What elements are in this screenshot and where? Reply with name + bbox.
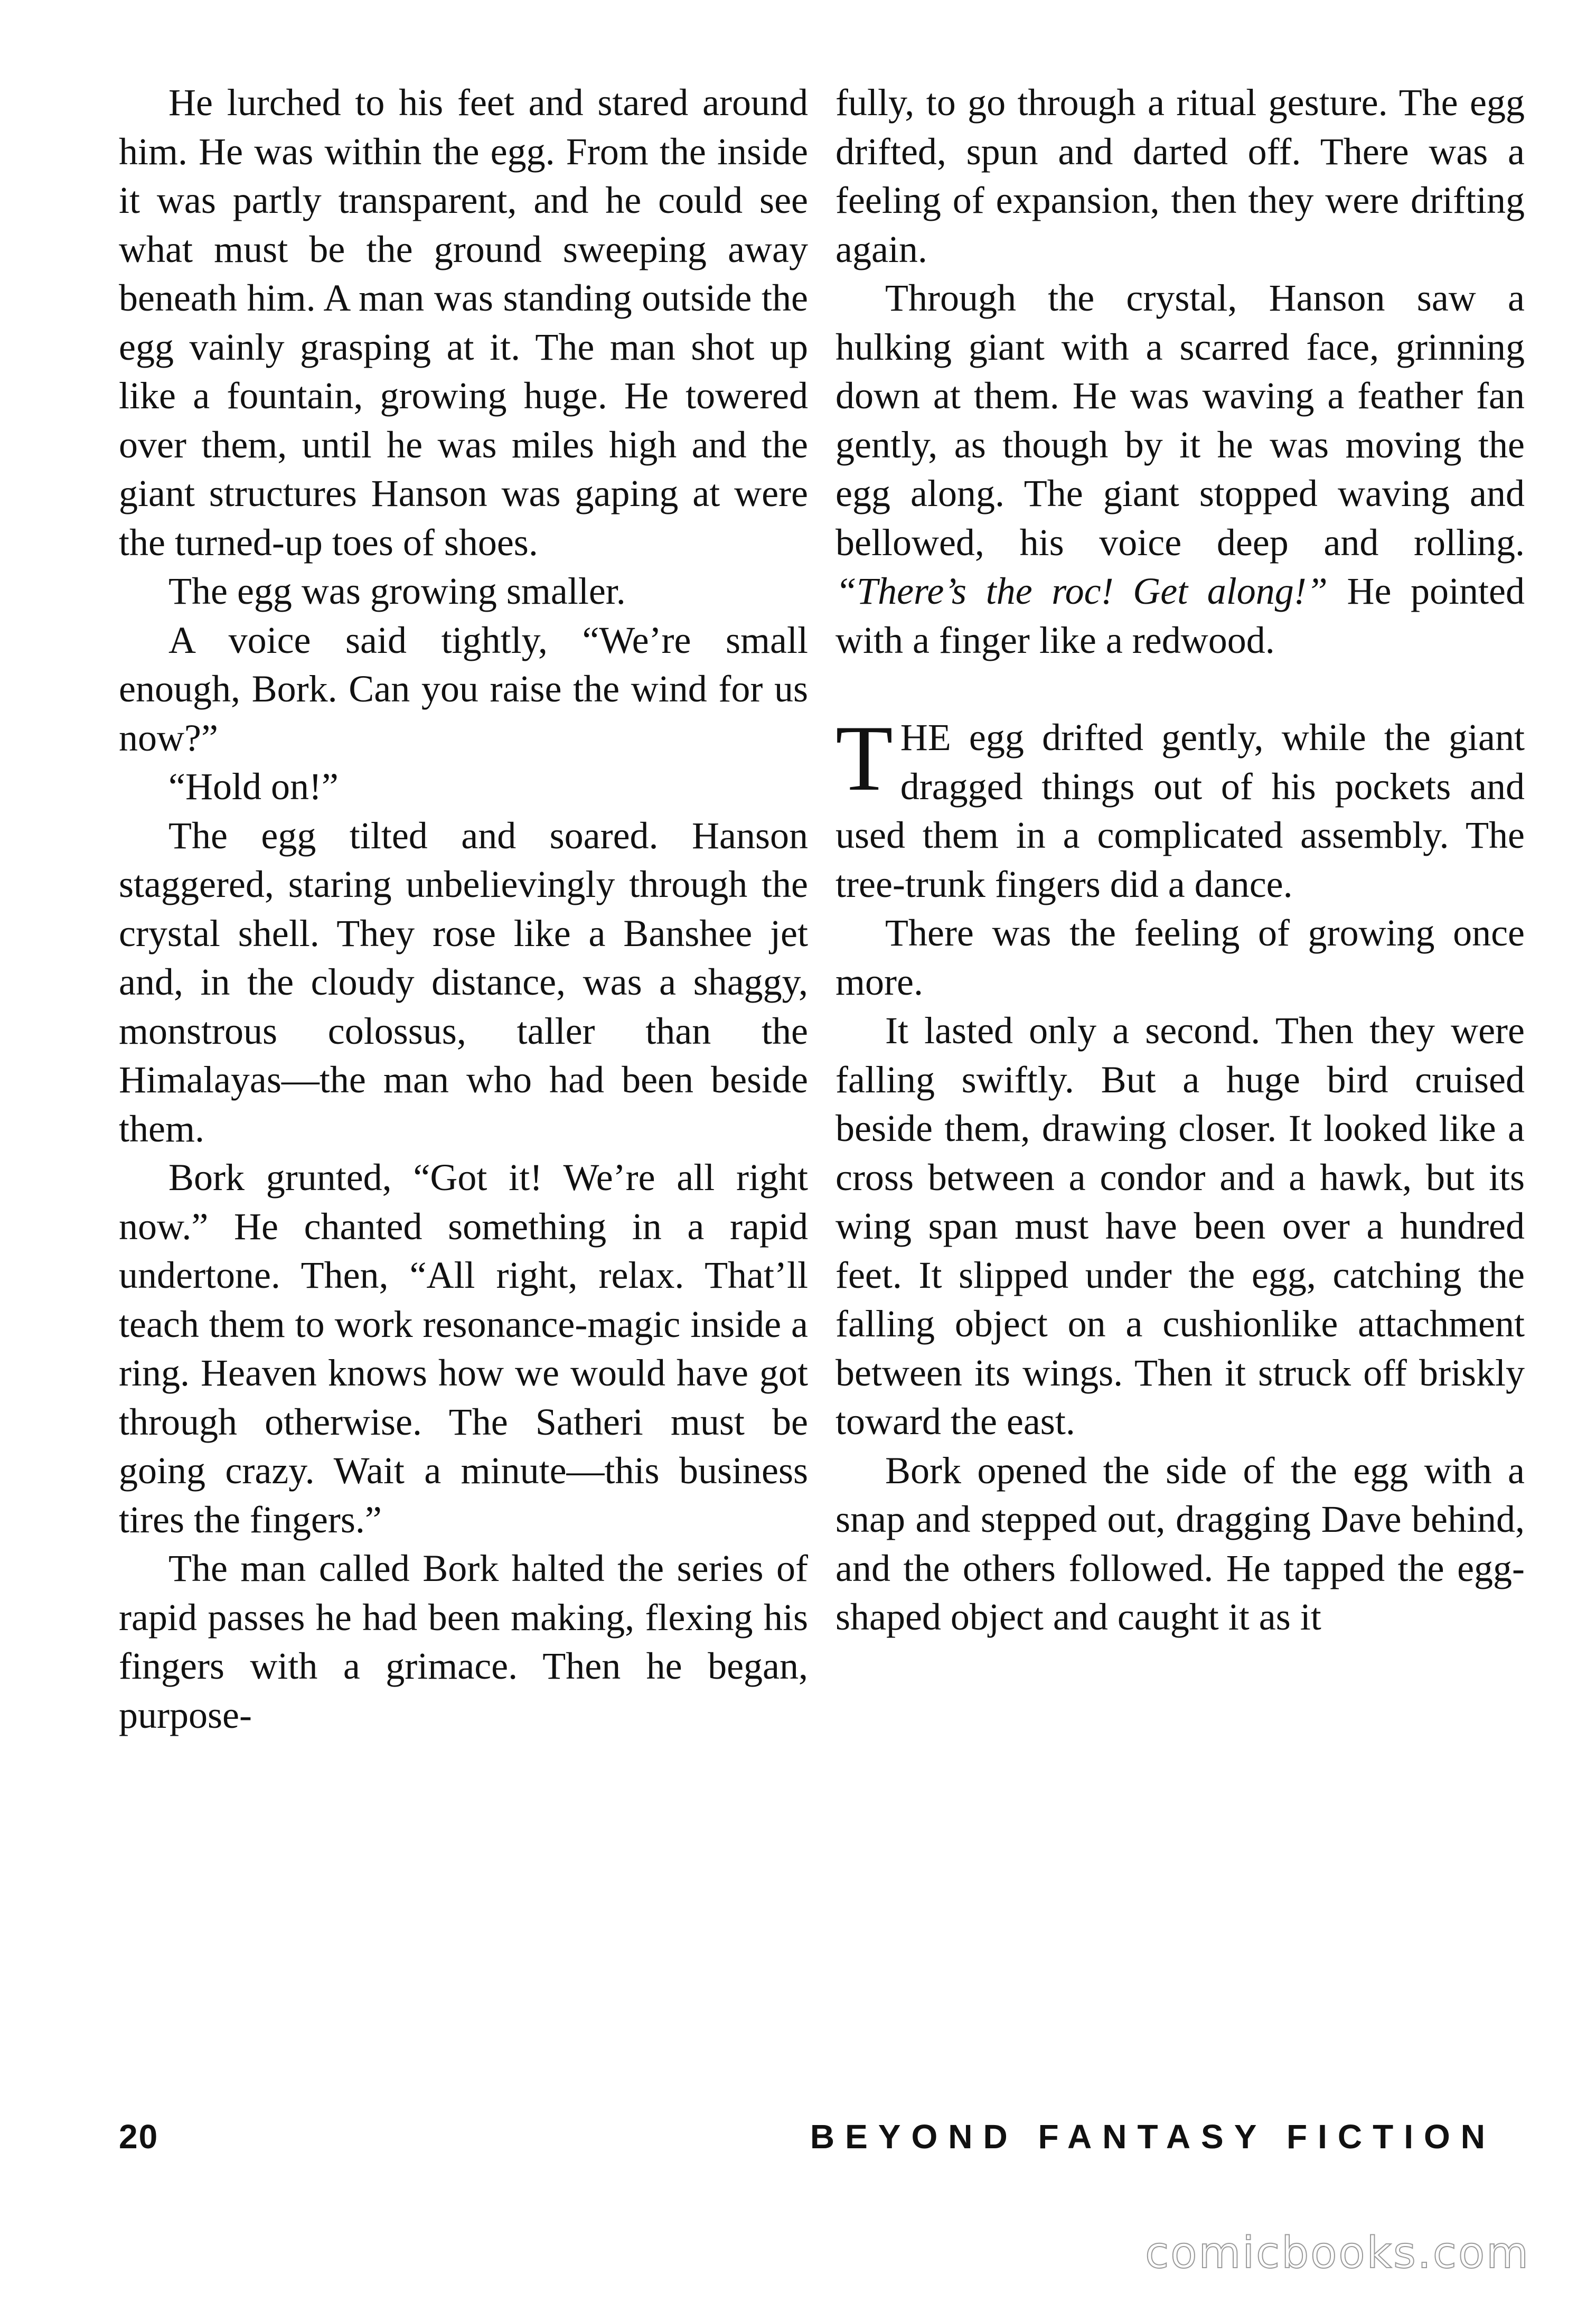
paragraph: Bork grunted, “Got it! We’re all right now.” He chanted something in a rapid undertone. Then, “All right, relax. That’ll teach them to work resonance-magic inside a ring. Heaven knows how we would have got through otherwise. The Satheri must be going crazy. Wait a minute—this business tires the fingers.” (119, 1156, 808, 1541)
paragraph (835, 274, 1525, 665)
paragraph: The egg tilted and soared. Hanson staggered, staring unbelievingly through the crystal shell. They rose like a Banshee jet and, in the cloudy distance, was a shaggy, monstrous colossus, taller than the Himalayas—the man who had been beside them. (119, 814, 808, 1150)
lead-caps: HE (900, 716, 951, 759)
text-run: egg drifted gently, while the giant dragged things out of his pockets and used them in a complicated assembly. The tree-trunk fingers did a dance. (835, 716, 1525, 905)
paragraph: fully, to go through a ritual gesture. The egg drifted, spun and darted off. There was a feeling of expansion, then they were drifting again. (835, 81, 1525, 270)
italic-dialogue: “There’s the roc! Get along!” (835, 570, 1328, 612)
page-number: 20 (119, 2118, 159, 2156)
paragraph: “Hold on!” (168, 765, 339, 808)
paragraph: It lasted only a second. Then they were falling swiftly. But a huge bird cruised beside them, drawing closer. It looked like a cross between a condor and a hawk, but its wing span must have been over a hundred feet. It slipped under the egg, catching the falling object on a cushionlike attachment between its wings. Then it struck off briskly toward the east. (835, 1009, 1525, 1443)
paragraph: He lurched to his feet and stared around him. He was within the egg. From the inside it was partly transparent, and he could see what must be the ground sweeping away beneath him. A man was standing outside the egg vainly grasping at it. The man shot up like a fountain, growing huge. He towered over them, until he was miles high and the giant structures Hanson was gaping at were the turned-up toes of shoes. (119, 81, 808, 564)
paragraph: Bork opened the side of the egg with a snap and stepped out, dragging Dave behind, and the others followed. He tapped the egg-shaped object and caught it as it (835, 1449, 1525, 1638)
paragraph: A voice said tightly, “We’re small enough, Bork. Can you raise the wind for us now?” (119, 619, 808, 759)
source-watermark: comicbooks.com (1145, 2228, 1530, 2278)
paragraph: The man called Bork halted the series of rapid passes he had been making, flexing his fingers with a grimace. Then he began, purpose- (119, 1547, 808, 1736)
right-text-column (835, 78, 1525, 1642)
text-run: He pointed with a finger like a redwood. (835, 570, 1525, 661)
running-footer-title: BEYOND FANTASY FICTION (810, 2118, 1496, 2156)
paragraph: The egg was growing smaller. (168, 570, 626, 612)
section-opening-paragraph (835, 706, 1525, 909)
left-text-column (119, 78, 808, 1739)
paragraph: There was the feeling of growing once more. (835, 912, 1525, 1003)
drop-cap: T (835, 706, 893, 810)
text-run: Through the crystal, Hanson saw a hulking giant with a scarred face, grinning down at them. He was waving a feather fan gently, as though by it he was moving the egg along. The giant stopped waving and bellowed, his voice deep and rolling. (835, 277, 1525, 564)
